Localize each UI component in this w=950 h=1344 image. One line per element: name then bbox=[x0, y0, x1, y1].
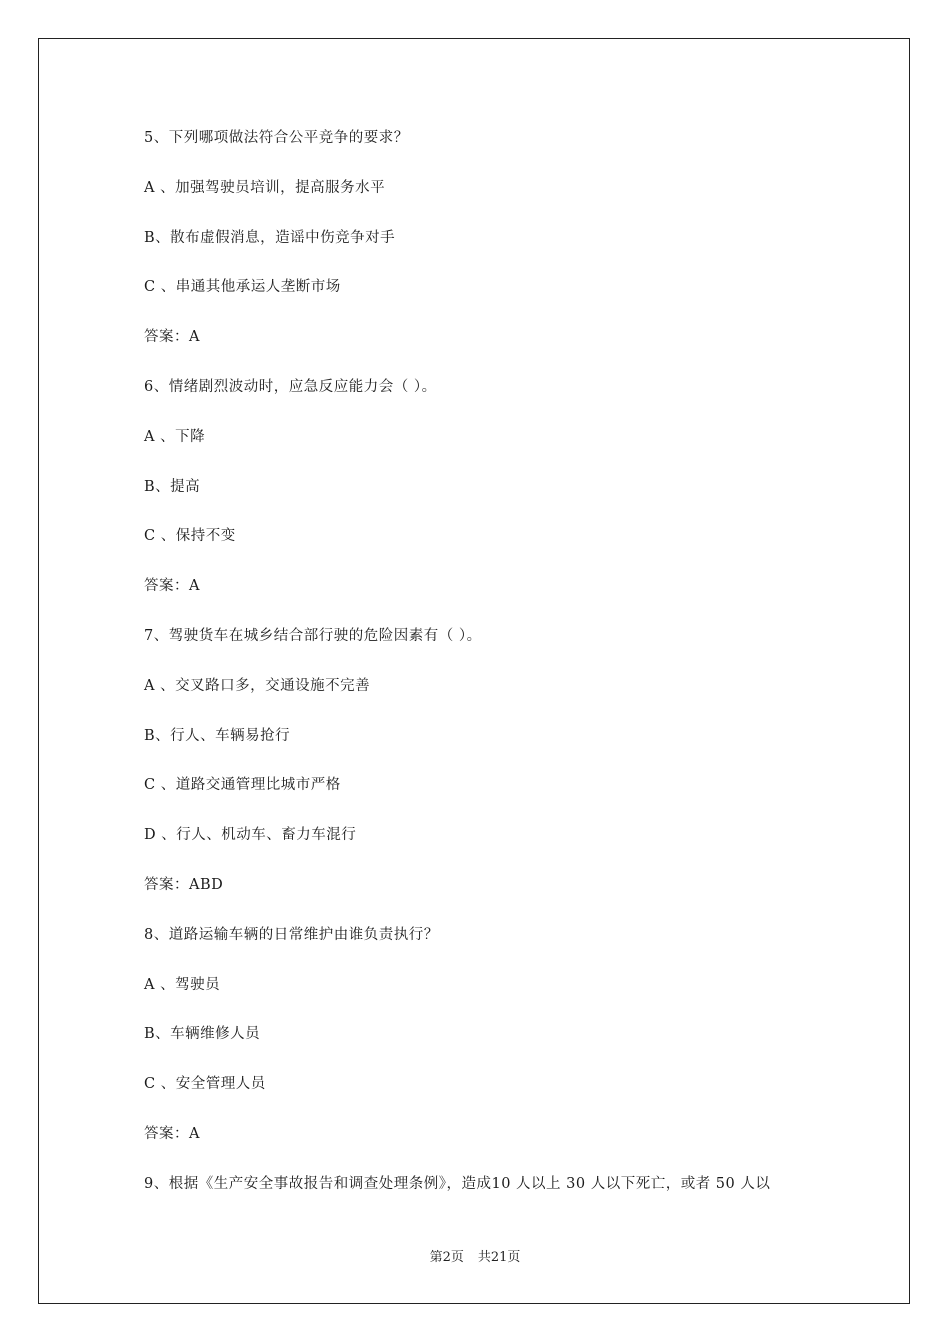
question-5-answer: 答案：A bbox=[144, 329, 200, 346]
question-5-option-b: B、散布虚假消息，造谣中伤竞争对手 bbox=[144, 229, 396, 246]
question-8-option-b: B、车辆维修人员 bbox=[144, 1026, 261, 1043]
question-7-option-c: C 、道路交通管理比城市严格 bbox=[144, 777, 341, 794]
question-7: 7、驾驶货车在城乡结合部行驶的危险因素有（ ）。 bbox=[144, 627, 482, 644]
page-footer bbox=[0, 1249, 950, 1267]
question-8-option-c: C 、安全管理人员 bbox=[144, 1076, 266, 1093]
question-6-answer: 答案：A bbox=[144, 578, 200, 595]
question-8-option-a: A 、驾驶员 bbox=[144, 976, 221, 993]
question-5-option-a: A 、加强驾驶员培训，提高服务水平 bbox=[144, 179, 386, 196]
question-6-option-c: C 、保持不变 bbox=[144, 528, 236, 545]
page-total: 共21页 bbox=[477, 1250, 521, 1265]
question-6-option-a: A 、下降 bbox=[144, 428, 206, 445]
question-7-option-b: B、行人、车辆易抢行 bbox=[144, 727, 291, 744]
question-7-option-d: D 、行人、机动车、畜力车混行 bbox=[144, 827, 357, 844]
question-7-option-a: A 、交叉路口多，交通设施不完善 bbox=[144, 677, 371, 694]
question-5: 5、下列哪项做法符合公平竞争的要求？ bbox=[144, 130, 409, 146]
question-8: 8、道路运输车辆的日常维护由谁负责执行？ bbox=[144, 926, 439, 943]
question-8-answer: 答案：A bbox=[144, 1125, 200, 1142]
page-number: 第2页 bbox=[429, 1250, 464, 1265]
question-6: 6、情绪剧烈波动时，应急反应能力会（ ）。 bbox=[144, 378, 437, 395]
question-7-answer: 答案：ABD bbox=[144, 876, 224, 893]
question-6-option-b: B、提高 bbox=[144, 478, 201, 495]
document-body bbox=[144, 128, 844, 1224]
question-9: 9、根据《生产安全事故报告和调查处理条例》，造成10 人以上 30 人以下死亡，或者 50 人以 bbox=[144, 1175, 771, 1192]
question-5-option-c: C 、串通其他承运人垄断市场 bbox=[144, 279, 341, 296]
